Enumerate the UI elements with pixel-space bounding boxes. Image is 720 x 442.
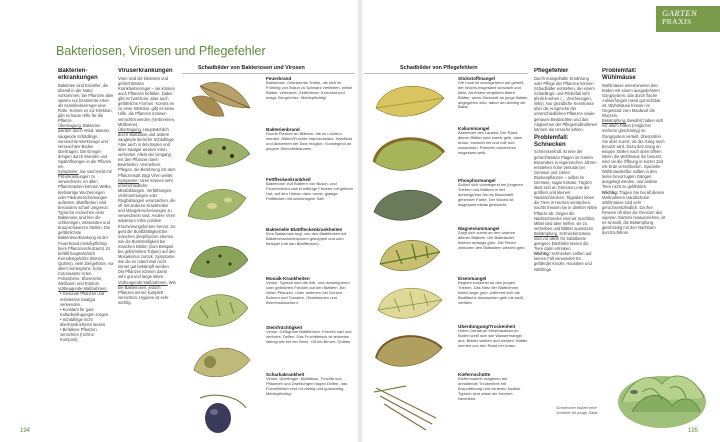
disease-name: Steinfrüchtigkeit — [266, 325, 303, 330]
leaf-illustrations-right — [366, 78, 456, 438]
leaf-illustration-icon — [186, 138, 250, 167]
disease-text: Virose. Gelbgrüne Blattflecken. Früchte hart und verformt. Dellen. Das Fruchtfleisch ist teilweise steinig wie bei der Birne. Oft bei Birnen, Quitten. — [266, 329, 352, 344]
wuehlmaus-heading: Problemfall: Wühlmäuse — [602, 68, 637, 81]
disease-name: Eisenmangel — [458, 276, 487, 281]
viren-column — [118, 68, 176, 434]
page-number-right: 195 — [687, 428, 698, 434]
leaf-illustration-icon — [374, 190, 442, 220]
schnecken-bekampfung-label: Bekämpfung. — [534, 230, 559, 236]
disease-text: Die Laub ist durchgehend auf gehellt, der Wuchs insgesamt schwach und klein. Alt-erstes verglühen ältere Blätter, wenn Stickstoff an junge Blätter abgegeben wird, daher am Anfang die Basis. — [458, 80, 528, 110]
disease-name: Mosaik-Krankheiten — [266, 276, 310, 281]
plum-illustration-icon — [200, 395, 246, 433]
disease-text: Äußert sich vorwiegend bei jüngeren Trieben und Blättern in tief dunkelgrüner bis ins Blauviolett gehender Farbe. Der Wuchs ist insgesamt etwas gestaucht. — [458, 182, 523, 207]
disease-kaliummangel — [458, 126, 528, 155]
schnecken-wichtig-text: Schnecken sollten auf keinen Fall verwendet! Es gefährdet Kinder, Haustiere und Nützlinge. — [534, 251, 592, 272]
disease-feuerbrand — [266, 76, 354, 101]
viren-symptome-text: Viren können sehr unterschiedliche Missbildungen, Verfärbungen, Verkrümmungen oder Ringbildungen verursachen, die oft mit anderen Krankheiten und Mangelerscheinungen zu verwechseln sind. Andere Viren wiederum rufen positive Erscheinungsformen hervor. So geht die Buntblättrigkeit bei manchen Zierpflanzen ebenso wie die Buntstreifigkeit bei manchen Blüten (zum Beispiel bei gefiammten Tulpen) auf den Mosaikvirus zurück. Symptome wie die es manchmal nicht immer gut bekämpft werden. Die Pflanzen können damit sehr gut und lange leben. — [118, 177, 176, 280]
disease-text: Bakteriose. Gekrümmte Triebe, die sich im Frühling von Braun zu Schwarz verfärben, welke Blätter, verbrannt, Gefäßrinde; Kernobst und einige Ziergehölze. Meldepflichtig! — [266, 80, 353, 100]
disease-steinfruechtigkeit — [266, 325, 354, 345]
leaf-illustration-icon — [380, 240, 440, 270]
disease-bakterielle-blattflecken — [266, 227, 354, 247]
bakterien-symptome-label: Symptome. — [58, 169, 79, 175]
page-title: Bakteriosen, Virosen und Pflegefehler — [56, 44, 266, 58]
list-item: • Schädlinge nicht überhandnehmen lassen. — [60, 316, 107, 327]
disease-name: Bakterielle Blattfleckenkrankheiten — [266, 227, 343, 232]
viren-symptome-label: Symptome. — [118, 177, 139, 183]
disease-name: Überdüngung/Trockenheit — [458, 324, 516, 329]
disease-name: Scharkakrankheit — [266, 372, 305, 377]
bakterien-symptome-text: Sie sind leicht mit Pilzerkrankungen zu verwechseln: An allen Pflanzenteilen können Welke, krebsartige Wucherungen oder Fäulniserscheinungen auftreten. Blattflecken sind besonders scharf umgrenzt. Typische Anzeichen einer Bakteriose sind hier die schleimigen, nässenden und braunschwarzen Stellen. Die gefährlichste Bakterienerkrankung ist der Feuerbrand (meldepflichtig beim Pflanzenschutzamt). Er befällt hauptsächlich Kernobstgehölze (Birnen, Quitten), viele Ziergehölze, vor allem immergrüne, hohe Cotoneaster-Arten, Felsenbirne, Eberesche, Weißdorn und Rotdorn. — [58, 169, 114, 287]
wuehlmaus-wichtig-label: Wichtig: — [602, 189, 619, 195]
lettuce-caption: Schnecken haben eine Vorliebe für junge Salat — [556, 405, 598, 415]
disease-text: Runde Flecken an Blättern, die zu Löchern werden. Blüten/Früchte braunschwarz. Harzfluss und Absterben der Äste möglich. Vorwiegend an jungem Steinobstbäumen. — [266, 131, 353, 151]
leaf-illustration-icon — [376, 86, 444, 116]
wuehlmaus-text: Wühlmäuse unterminieren den Boden mit einem ausgedehnten Gangsystem, das durch flache Aufwerfungen meist gut sichtbar ist. Wühlmäuse fressen im Gegensatz zum Maulwurf die Wurzeln. — [602, 82, 661, 119]
schnecken-heading: Problemfall: Schnecken — [534, 134, 569, 148]
disease-scharka — [266, 372, 354, 397]
bakterien-column — [58, 68, 114, 434]
disease-name: Feuerbrand — [266, 76, 292, 81]
pflege-column — [534, 68, 598, 396]
leaf-illustration-icon — [188, 189, 246, 219]
disease-name: Bakterienbrand — [266, 127, 300, 132]
disease-ueberduengung — [458, 324, 528, 349]
disease-name: Kaliummangel — [458, 126, 490, 131]
viren-heading: Viruserkrankungen — [118, 68, 173, 74]
bakterien-heading: Bakterien-erkrankungen — [58, 68, 98, 81]
disease-text: Eine Bakteriose tegt, von den Blattflecken mit Bakterienschleimspuren gekoppelt und zum Beispiel (mit den Blattflecken). — [266, 231, 347, 246]
leaf-illustration-icon — [190, 246, 248, 277]
viren-ubertragung-text: Hauptsächlich durch Blattläuse und andere saugende tierische Schädlinge. Aber auch in den Boden und über Saatgut werden Viren verbreitet. Allein der Umgang mit den Pflanzen beim Bearbeiten, Vermehren, Pflegen, die Berührung mit dem Pflanzensaft trägt Viren weiter. — [118, 126, 176, 178]
disease-name: Stickstoffmangel — [458, 76, 496, 81]
viren-intro: Viren sind die kleinsten und gefürchtetsten Krankheitserreger – sie können auch Pflanzen befallen. Dabei gibt es harmlose, aber auch gefährliche Formen. Kommt es zu einer Infektion, gibt es keine Hilfe, die Pflanzen müssen vernichtet werden (Verbrennen, Mülltonne). — [118, 75, 176, 127]
badge-line1: GARTEN — [662, 8, 698, 18]
garten-praxis-badge — [656, 6, 720, 32]
wuehlmaus-bekampfung-text: Bewährt haben sich vor allem Fallen (möglichst mehrere gleichzeitig) im Gangsystem verteilt. Überprüfen Sie aber zuerst, ob der Gang noch benutzt wird. Dazu den Gang an einigen Stellen nach oben öffnen. Wenn die Wühlmaus ihn benutzt, wird sie die Öffnung in kurzer Zeit mit Erde verschließen. Spezielle Wühlmauskörbe sollten in den tiefen bevorzugten Gängen ausgelegt werden, und andere Tiere nicht zu gefährden. — [602, 118, 665, 190]
schnecken-bekampfung-text: Schneckenzäune sind vor allem für Salatbeete geeignet. Bierfallen lassen die Tiere darin ertrinken. — [534, 230, 591, 252]
leaf-illustration-icon — [376, 336, 442, 366]
list-item: • Gesunde Pflanzen und resistentes Saatgut verwenden. — [60, 291, 105, 307]
disease-text: Virose. Übertrager: Blattläuse. Früchte von Pflaumen und Zwetschgen tragen Dellen, das Fruchtfleisch wird rot-narbig und gummartig. Meldepflichtig! — [266, 376, 347, 396]
leaf-illustration-icon — [194, 348, 250, 377]
disease-magnesiummangel — [458, 226, 528, 251]
disease-eisenmangel — [458, 276, 528, 305]
page-number-left: 194 — [20, 428, 31, 434]
disease-kiefernschuette — [458, 372, 528, 401]
bakterien-vorbeugung-label: Vorbeugende Maßnahmen. — [58, 286, 108, 292]
disease-name: Phosphormangel — [458, 178, 496, 183]
pflege-intro: Durch mangelhafte Ernährung oder Pflege der Pflanzen können Schadbilder entstehen, die einem Schädlings- und Pilzbefall sehr ähnlich sehen (→ Zeichnungen, links). Nur gründliche Kenntnisse über die Ansprüche der unterschiedlichen Pflanzen sowie genaues Beobachten und das Abgleichen der Pflegemaßnahmen können die Ursache klären. — [534, 75, 598, 132]
disease-text: Zeigt sich zuerst an den unteren älteren Blättern. Die Blattränder bleiben anfangs grün. Die Felder zwischen den Blattadern werden gelb. — [458, 230, 526, 250]
disease-text: Virose. Typisch sind die hell- und dunkelgrünen oder gelblichen Flecken auf den Blättern. Bei vielen Pflanzen, unter anderem bei Gurken, Bohnen und Tomaten, Obstbäumen und Beerensträuchern. — [266, 280, 350, 305]
disease-text: Bakteriose. Auf Blättern von Busch- und Feuerbohnen zuerst wäßrige Flecken mit gelbem Hof, auf den Hülsen dann runde, glasige Fettflecken mit schleimigem Saft. — [266, 181, 353, 201]
disease-text: Absterben des Laubes. Der Rand älterer Blätter wird zuerst gelb, dann braun, trocknet ein und rollt sich zusammen. Pflanzen erscheinen insgesamt welk. — [458, 130, 523, 155]
disease-stickstoffmangel — [458, 76, 528, 110]
right-page — [360, 0, 720, 442]
bakterien-ubertragung-text: Bakterien werden durch Wind, Wasser, saugende Schädlinge, verseuchte Werkzeuge und verseuchten Boden übertragen. Die Erreger dringen durch Wunden und Spaltöffnungen in die Pflanze ein. — [58, 123, 112, 170]
pflege-heading: Pflegefehler — [534, 68, 569, 74]
disease-mosaik — [266, 276, 354, 305]
section-rule — [182, 73, 355, 74]
disease-fettflecken — [266, 177, 354, 202]
disease-name: Magnesiummangel — [458, 226, 500, 231]
leaf-illustration-icon — [188, 295, 248, 327]
bakterien-intro: Bakterien sind Einzeller, die überall in der Natur vorkommen, bei Pflanzen aber spielen nur bestimmte Arten als Krankheitserreger eine Rolle. Kommt es zur Infektion, gibt es kaum Hilfe für die Pflanze. — [58, 82, 114, 124]
disease-text: Beginnt zunächst an den jungen Trieben. Das Netz der Blattnerven bleibt lange grün, während sich die Blattfläche dazwischen gelb bis weiß verfärbt. — [458, 280, 524, 305]
section-heading-right: Schadbilder von Pflegefehlern — [400, 65, 478, 71]
bakterien-bullet-list — [58, 291, 114, 342]
disease-phosphormangel — [458, 178, 528, 207]
wuehlmaus-wichtig-text: Tragen Sie bei all diesen Maßnahmen Handschuhe. Wühlmäuse sind sehr geruchsempfindlich. Da ihre Reviere oft über die Grenzen des eigenen Gartens hinausreichen, ist es sinnvoll, die Bekämpfung gleichzeitig mit den Nachbarn durchzuführen. — [602, 189, 666, 236]
leaf-illustration-icon — [374, 386, 436, 430]
schnecken-text: Schneckenfraß ist eine der gefürchtetsten Plagen im Garten. Besonders in regenreichen Jahren entstehen hohe Verluste bei Gemüse und zarten Blumenpflanzen – selbst im Gemüse, sogar Kräuter. Täglich lässt sich an Gemüse Linie die größten und kleinen Nacktschnecken. Tagsüber leben die Tiere in Hecken verstecken, nachts fressen sie in direkter Nähe Pflanze ab. Gegen die Nacktschnecke sind wir machtlos, Mittel sind aber helfen, sie zu vertreiben und Blätter ausnützen. — [534, 149, 598, 231]
list-item: • Konstant für gute Kulturbedingungen sorgen. — [60, 306, 110, 317]
section-heading-left: Schadbilder von Bakteriosen und Virosen — [198, 65, 305, 71]
disease-bakterienbrand — [266, 127, 354, 152]
disease-text: Hoher Gehalt an Mineralsalzen im Boden wirkt sich wie Wassermangel aus: Blätter welken und werden. Blätter werden von den Rand her braun. — [458, 328, 528, 348]
viren-ubertragung-label: Übertragung. — [118, 126, 142, 132]
disease-name: Kiefernschütte — [458, 372, 491, 377]
leaf-illustration-icon — [374, 139, 444, 171]
viren-vorbeugung-text: Wie bei Bakteriosen, jedoch Pflanzen immer komplett vernichten. Hygiene ist sehr wichtig. — [118, 279, 176, 305]
wuehlmaus-bekampfung-label: Bekämpfung. — [602, 118, 627, 124]
wuehlmaus-column — [602, 68, 666, 396]
list-item: • Befallene Pflanzen vernichten (nicht in Kompost). — [60, 327, 97, 343]
lettuce-illustration-icon — [612, 362, 712, 432]
disease-text: Kiefernnadeln reagieren auf anhaltende Trockenheit mit Braunfärbung und verlieren Nadeln. Typisch sind dabei die frischen Neutriebe. — [458, 376, 522, 401]
badge-line2: PRAXIS — [662, 17, 692, 26]
section-rule — [364, 73, 528, 74]
leaf-illustration-icon — [378, 288, 442, 318]
viren-vorbeugung-label: Vorbeugende Maßnahmen. — [118, 279, 168, 285]
leaf-illustrations-left — [180, 78, 262, 438]
schnecken-wichtig-label: Wichtig: — [534, 251, 551, 257]
bakterien-ubertragung-label: Übertragung. — [58, 123, 82, 129]
disease-name: Fettfleckenkrankheit — [266, 177, 311, 182]
leaf-illustration-icon — [192, 82, 250, 116]
